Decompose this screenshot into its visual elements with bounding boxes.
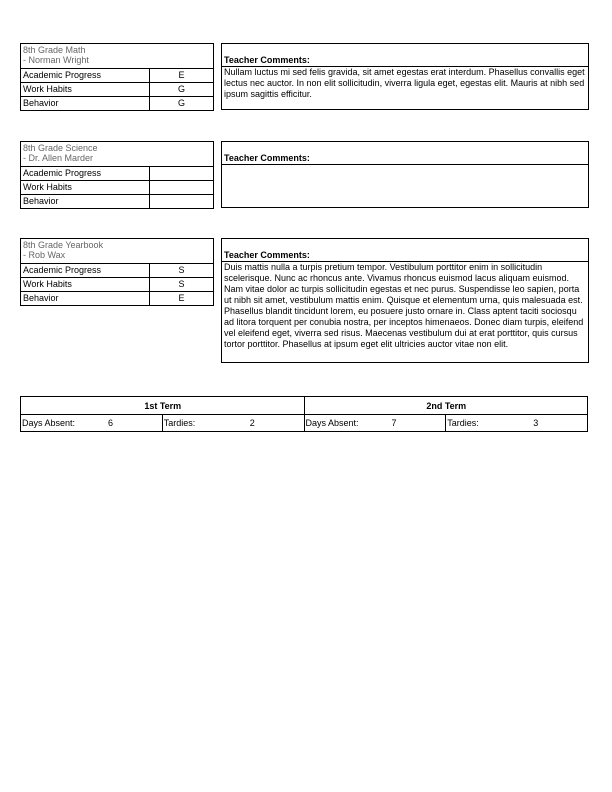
- days-absent-label: Days Absent:: [305, 418, 359, 428]
- grade-label: Behavior: [21, 292, 150, 306]
- comments-heading: Teacher Comments:: [222, 142, 588, 165]
- days-absent-cell: [304, 415, 446, 432]
- tardies-label: Tardies:: [447, 418, 479, 428]
- grade-row: [21, 97, 214, 111]
- teacher-comments-box: [221, 43, 589, 110]
- grade-value: G: [150, 83, 214, 97]
- grade-row: [21, 181, 214, 195]
- comments-text: Nullam luctus mi sed felis gravida, sit amet egestas erat interdum. Phasellus convallis eget lectus nec auctor. In non elit sollicitudin, viverra ligula eget, egestas elit. Mauris at nibh sed ipsum sagittis efficitur.: [224, 67, 585, 99]
- tardies-cell: [162, 415, 304, 432]
- comments-text: [222, 165, 588, 207]
- teacher-comments-box: [221, 238, 589, 363]
- tardies-cell: [446, 415, 588, 432]
- teacher-comments-box: [221, 141, 589, 208]
- grade-row: [21, 292, 214, 306]
- course-title: 8th Grade Science: [23, 143, 98, 153]
- term-header: 2nd Term: [304, 397, 588, 415]
- grade-value: G: [150, 97, 214, 111]
- grades-table: [20, 141, 214, 209]
- grade-row: [21, 167, 214, 181]
- grade-value: [150, 181, 214, 195]
- grade-label: Academic Progress: [21, 264, 150, 278]
- attendance-table: [20, 396, 588, 432]
- grade-row: [21, 278, 214, 292]
- tardies-label: Tardies:: [163, 418, 196, 428]
- days-absent-value: 6: [108, 418, 114, 428]
- grade-row: [21, 83, 214, 97]
- term-header: 1st Term: [21, 397, 305, 415]
- days-absent-value: 7: [391, 418, 397, 428]
- grade-row: [21, 69, 214, 83]
- comments-heading: Teacher Comments:: [222, 239, 588, 262]
- grade-label: Academic Progress: [21, 69, 150, 83]
- course-teacher: - Dr. Allen Marder: [23, 153, 94, 163]
- course-teacher: - Norman Wright: [23, 55, 89, 65]
- tardies-value: 3: [533, 418, 539, 428]
- course-title: 8th Grade Yearbook: [23, 240, 104, 250]
- grade-label: Work Habits: [21, 278, 150, 292]
- grade-value: E: [150, 69, 214, 83]
- days-absent-label: Days Absent:: [22, 418, 76, 428]
- grade-value: E: [150, 292, 214, 306]
- course-title: 8th Grade Math: [23, 45, 86, 55]
- grade-row: [21, 195, 214, 209]
- grade-label: Work Habits: [21, 83, 150, 97]
- grade-value: [150, 195, 214, 209]
- tardies-value: 2: [249, 418, 255, 428]
- course-header: [21, 142, 214, 167]
- grade-label: Work Habits: [21, 181, 150, 195]
- grade-label: Behavior: [21, 195, 150, 209]
- course-teacher: - Rob Wax: [23, 250, 66, 260]
- grades-table: [20, 238, 214, 306]
- comments-text: Duis mattis nulla a turpis pretium tempor. Vestibulum porttitor enim in sollicitudin scelerisque. Nunc ac rhoncus ante. Vivamus rhoncus euismod lacus aliquam euismod. Nam vitae dolor ac turpis sollicitudin egestas et nec purus. Suspendisse leo sapien, porta ut nibh sit amet, vestibulum mattis enim. Quisque et elementum urna, quis malesuada est. Phasellus blandit tincidunt lorem, eu posuere justo ornare in. Class aptent taciti sociosqu ad litora torquent per conubia nostra, per inceptos himenaeos. Donec diam turpis, eleifend vel eleifend eget, viverra sed risus. Maecenas vestibulum dui at erat porttitor, quis cursus tortor porttitor. Phasellus at ipsum eget elit ultricies auctor vitae non elit.: [224, 262, 584, 349]
- comments-heading: Teacher Comments:: [222, 44, 588, 67]
- grade-value: S: [150, 264, 214, 278]
- days-absent-cell: [21, 415, 163, 432]
- grade-label: Behavior: [21, 97, 150, 111]
- grades-table: [20, 43, 214, 111]
- course-header: [21, 44, 214, 69]
- grade-value: [150, 167, 214, 181]
- course-header: [21, 239, 214, 264]
- grade-label: Academic Progress: [21, 167, 150, 181]
- grade-row: [21, 264, 214, 278]
- grade-value: S: [150, 278, 214, 292]
